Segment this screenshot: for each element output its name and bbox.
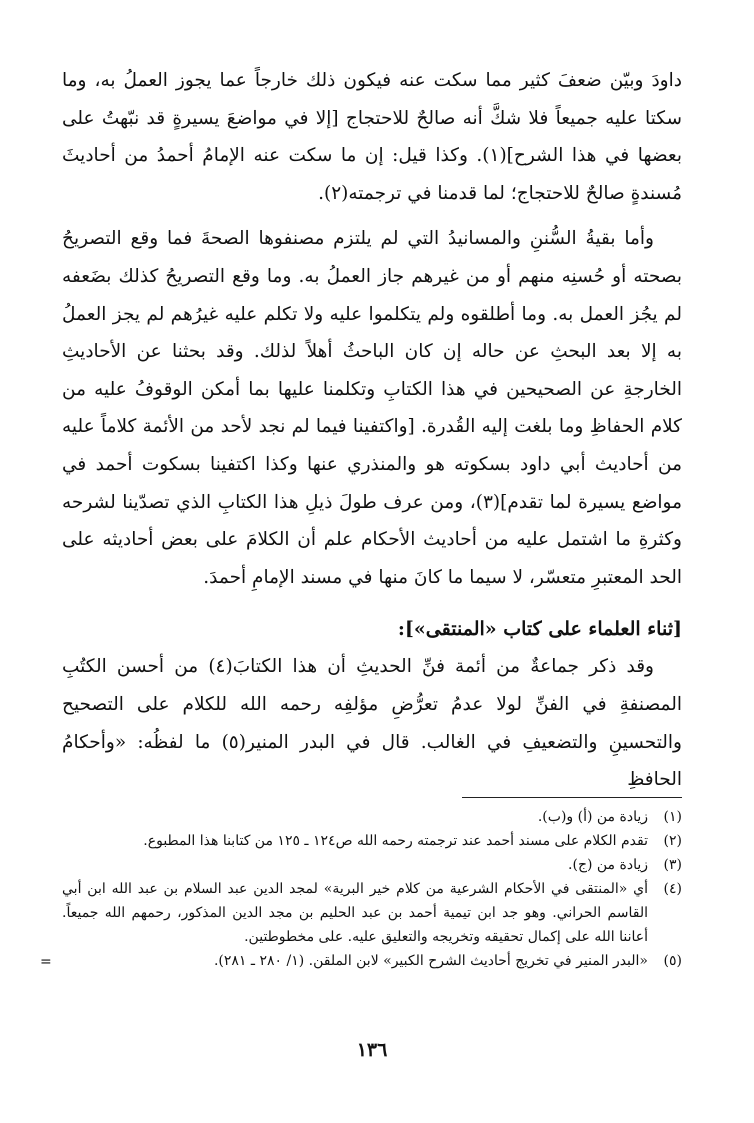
- footnote-3: [62, 853, 682, 877]
- book-page: [40, 62, 683, 1102]
- footnote-number: (٤): [663, 881, 682, 897]
- footnote-number: (١): [663, 809, 682, 825]
- footnote-2: [62, 829, 682, 853]
- section-heading: [ثناء العلماء على كتاب «المنتقى»]:: [397, 618, 682, 641]
- paragraph-1: داودَ وبيّن ضعفَ كثير مما سكت عنه فيكون ذلك خارجاً عما يجوز العملُ به، وما سكتا عليه جميعاً فلا شكَّ أنه صالحٌ للاحتجاج [إلا في مواضعَ يسيرةٍ قد نبّهتُ على بعضها في هذا الشرح](١). وكذا قيل: إن ما سكت عنه الإمامُ أحمدُ من أحاديثَ مُسندةٍ صالحٌ للاحتجاج؛ لما قدمنا في ترجمته(٢).: [62, 70, 682, 204]
- footnote-1: [62, 805, 682, 829]
- paragraph-2: وأما بقيةُ السُّننِ والمسانيدُ التي لم يلتزم مصنفوها الصحةَ فما وقع التصريحُ بصحته أو حُسنِه منهم أو من غيرهم جاز العملُ به. وما وقع التصريحُ كذلك بضَعفه لم يجُز العمل به. وما أطلقوه ولم يتكلموا عليه ولا تكلم عليه غيرُهم لم يجز العملُ به إلا بعد البحثِ عن حاله إن كان الباحثُ أهلاً لذلك. وقد بحثنا عن الأحاديثِ الخارجةِ عن الصحيحين في هذا الكتابِ وتكلمنا عليها بما أمكن الوقوفُ عليه من كلام الحفاظِ وما بلغت إليه القُدرة. [واكتفينا فيما لم نجد لأحد من الأئمة كلاماً عليه من أحاديث أبي داود بسكوته هو والمنذري عنها وكذا اكتفينا بسكوت أحمد في مواضع يسيرة لما تقدم](٣)، ومن عرف طولَ ذيلِ هذا الكتابِ الذي تصدّينا لشرحه وكثرةِ ما اشتمل عليه من أحاديث الأحكام علم أن الكلامَ على بعض أحاديثه على الحد المعتبرِ متعسّر، لا سيما ما كانَ منها في مسند الإمامِ أحمدَ.: [62, 228, 683, 588]
- footnote-text: تقدم الكلام على مسند أحمد عند ترجمته رحمه الله ص١٢٤ ـ ١٢٥ من كتابنا هذا المطبوع.: [143, 833, 648, 849]
- footnote-divider: [462, 797, 682, 798]
- footnote-text: زيادة من (ج).: [568, 857, 648, 873]
- paragraph-3: وقد ذكر جماعةٌ من أئمة فنِّ الحديثِ أن هذا الكتابَ(٤) من أحسن الكتُبِ المصنفةِ في الفنِّ لولا عدمُ تعرُّضِ مؤلفِه رحمه الله للكلام على التصحيح والتحسينِ والتضعيفِ في الغالب. قال في البدر المنير(٥) ما لفظُه: «وأحكامُ الحافظِ: [62, 656, 682, 791]
- paragraph-gap: [62, 212, 682, 220]
- footnote-number: (٣): [663, 857, 682, 873]
- page-number: ١٣٦: [356, 1039, 388, 1061]
- footnote-text: أي «المنتقى في الأحكام الشرعية من كلام خير البرية» لمجد الدين عبد السلام بن عبد الله ابن أبي القاسم الحراني. وهو جد ابن تيمية أحمد بن عبد الحليم بن مجد الدين المذكور، رحمهم الله جميعاً. أعاننا الله على إكمال تحقيقه وتخريجه والتعليق عليه. على مخطوطتين.: [62, 881, 648, 945]
- footnote-text: «البدر المنير في تخريج أحاديث الشرح الكبير» لابن الملقن. (١/ ٢٨٠ ـ ٢٨١).: [213, 953, 648, 969]
- footnote-number: (٢): [663, 833, 682, 849]
- footnote-4: [62, 877, 682, 949]
- footnote-number: (٥): [663, 953, 682, 969]
- footnote-text: زيادة من (أ) و(ب).: [537, 809, 648, 825]
- footnote-5: [40, 949, 682, 973]
- footnotes: [40, 805, 682, 973]
- continuation-mark: =: [40, 954, 52, 970]
